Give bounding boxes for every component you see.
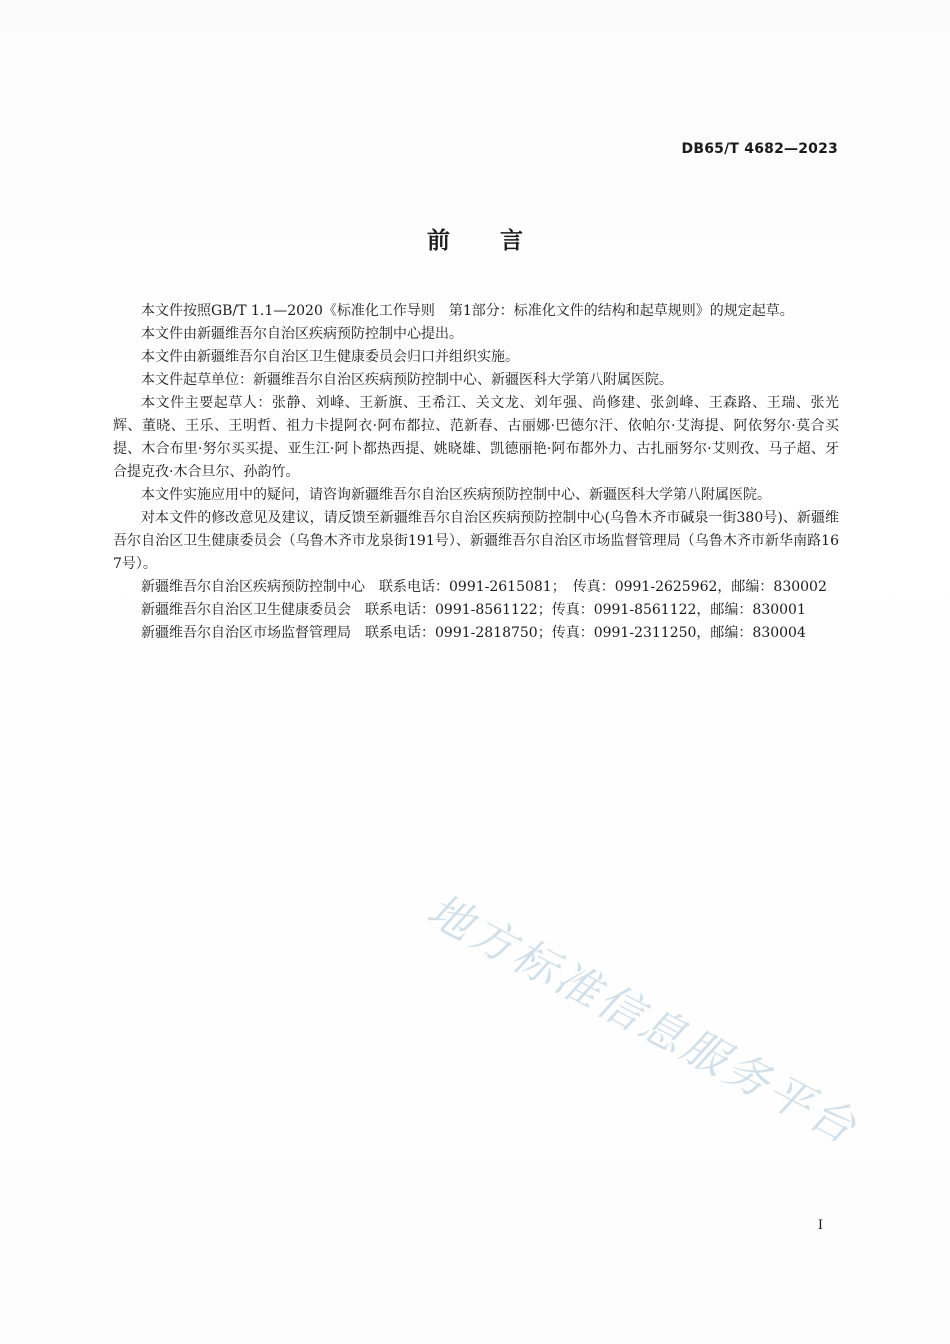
contact-health-commission: 新疆维吾尔自治区卫生健康委员会 联系电话：0991-8561122；传真：0991-8561122，邮编：830001 — [141, 602, 806, 618]
paragraph-feedback: 对本文件的修改意见及建议，请反馈至新疆维吾尔自治区疾病预防控制中心(乌鲁木齐市碱泉一街380号)、新疆维吾尔自治区卫生健康委员会（乌鲁木齐市龙泉街191号）、新疆维吾尔自治区市场监督管理局（乌鲁木齐市新华南路167号）。 — [113, 510, 839, 572]
contact-cdc: 新疆维吾尔自治区疾病预防控制中心 联系电话：0991-2615081； 传真：0991-2625962，邮编：830002 — [141, 579, 827, 595]
contact-market-regulation: 新疆维吾尔自治区市场监督管理局 联系电话：0991-2818750；传真：0991-2311250，邮编：830004 — [141, 625, 806, 641]
page-number: I — [817, 1218, 823, 1233]
paragraph-administrator: 本文件由新疆维吾尔自治区卫生健康委员会归口并组织实施。 — [141, 349, 519, 365]
paragraph-inquiries: 本文件实施应用中的疑问，请咨询新疆维吾尔自治区疾病预防控制中心、新疆医科大学第八附属医院。 — [141, 487, 771, 503]
paragraph-drafting-units: 本文件起草单位：新疆维吾尔自治区疾病预防控制中心、新疆医科大学第八附属医院。 — [141, 372, 673, 388]
foreword-body — [113, 300, 839, 645]
paragraph-proposer: 本文件由新疆维吾尔自治区疾病预防控制中心提出。 — [141, 326, 463, 342]
page-title: 前言 — [427, 228, 573, 254]
document-code: DB65/T 4682—2023 — [681, 141, 838, 157]
watermark: 地方标准信息服务平台 — [418, 884, 867, 1156]
paragraph-drafting-basis: 本文件按照GB/T 1.1—2020《标准化工作导则 第1部分：标准化文件的结构和起草规则》的规定起草。 — [141, 303, 794, 319]
paragraph-main-drafters: 本文件主要起草人：张静、刘峰、王新旗、王希江、关文龙、刘年强、尚修建、张剑峰、王森路、王瑞、张光辉、董晓、王乐、王明哲、祖力卡提阿衣·阿布都拉、范新春、古丽娜·巴德尔汗、依帕尔·艾海提、阿依努尔·莫合买提、木合布里·努尔买买提、亚生江·阿卜都热西提、姚晓雄、凯德丽艳·阿布都外力、古扎丽努尔·艾则孜、马子超、牙合提克孜·木合旦尔、孙韵竹。 — [113, 395, 839, 480]
